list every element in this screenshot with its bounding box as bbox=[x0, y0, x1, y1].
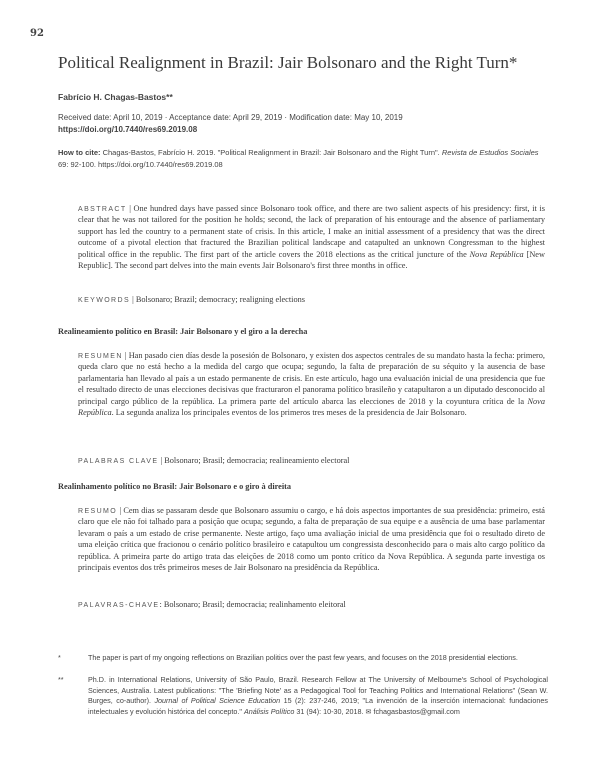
keywords-portuguese bbox=[78, 600, 548, 609]
palabras-clave-text: | Bolsonaro; Brasil; democracia; realineamiento electoral bbox=[158, 456, 350, 465]
footnote-2 bbox=[58, 675, 548, 717]
footnote-1 bbox=[58, 653, 548, 664]
footnote-2-text-c: 31 (94): 10-30, 2018. ✉ fchagasbastos@gmail.com bbox=[294, 706, 460, 716]
resumen-label: RESUMEN bbox=[78, 353, 123, 360]
resumen-text-b: . La segunda analiza los principales eventos de los primeros tres meses de la presidencia de Jair Bolsonaro. bbox=[111, 408, 467, 418]
article-title: Political Realignment in Brazil: Jair Bolsonaro and the Right Turn* bbox=[58, 53, 518, 72]
abstract-english bbox=[78, 203, 545, 271]
abstract-spanish bbox=[78, 350, 545, 418]
palabras-clave-label: PALABRAS CLAVE bbox=[78, 458, 159, 465]
keywords-english bbox=[78, 295, 548, 304]
page-number: 92 bbox=[30, 28, 44, 39]
footnote-2-text-a: Ph.D. in International Relations, University of São Paulo, Brazil. Research Fellow at The University of Melbourne's School of Psychological Sciences, Australia. Latest publications: "The 'Briefing Note' as a Pedagogical Tool for Teaching Politics and International Relations" (Sean W. Burges, co-author). bbox=[88, 675, 548, 705]
abstract-text-b: [New Republic]. The second part delves into the main events Jair Bolsonaro's first three months in office. bbox=[78, 249, 545, 271]
spanish-title: Realineamiento político en Brasil: Jair Bolsonaro y el giro a la derecha bbox=[58, 327, 308, 336]
doi-link[interactable]: https://doi.org/10.7440/res69.2019.08 bbox=[58, 125, 198, 134]
palavras-chave-label: PALAVRAS-CHAVE bbox=[78, 602, 160, 609]
resumen-text-a: | Han pasado cien días desde la posesión de Bolsonaro, y existen dos aspectos centrales de su mandato hasta la fecha: primero, queda claro que no está hecho a la medida del cargo que ocupa; segundo, la falta de preparación de su séquito y la ausencia de base parlamentaria han llevado al país a un estado permanente de crisis. En este artículo, hago una evaluación inicial de una presidencia que fue el resultado directo de unas elecciones decisivas que fracturaron el panorama político brasileño y catapultaron a un diputado desconocido al principal cargo público de la república. La primera parte del artículo abarca las elecciones de 2018 y la coyuntura crítica de la bbox=[78, 351, 545, 406]
keywords-text: | Bolsonaro; Brazil; democracy; realigning elections bbox=[130, 295, 305, 304]
cite-journal: Revista de Estudios Sociales bbox=[441, 148, 539, 157]
footnote-2-text bbox=[88, 675, 548, 717]
palavras-chave-text: : Bolsonaro; Brasil; democracia; realinhamento eleitoral bbox=[159, 600, 346, 609]
footnote-1-text: The paper is part of my ongoing reflections on Brazilian politics over the past few years, and focuses on the 2018 presidential elections. bbox=[88, 653, 518, 662]
dates-line: Received date: April 10, 2019 · Acceptance date: April 29, 2019 · Modification date: May 10, 2019 bbox=[58, 113, 403, 122]
abstract-italic: Nova República bbox=[469, 249, 524, 259]
footnote-2-mark: ** bbox=[58, 675, 64, 684]
resumo-label: RESUMO bbox=[78, 508, 118, 515]
abstract-text-a: | One hundred days have passed since Bolsonaro took office, and there are two salient aspects of his presidency: first, it is clear that he was not tailored for the position he holds; second, the lack of preparation of his entourage and the absence of parliamentary support has led the country to a permanent state of crisis. In this article, I make an initial assessment of a presidency that was the direct outcome of a pivotal election that fractured the Brazilian political landscape and catapulted an unknown Congressman to the highest political office in the republic. The first part of the article covers the 2018 elections as the critical juncture of the bbox=[78, 204, 545, 259]
footnote-2-journal-b: Análisis Político bbox=[243, 706, 295, 716]
keywords-label: KEYWORDS bbox=[78, 297, 131, 304]
resumen-italic: Nova República bbox=[78, 396, 545, 418]
keywords-spanish bbox=[78, 456, 548, 465]
abstract-portuguese bbox=[78, 505, 545, 573]
cite-tail: 69: 92-100. https://doi.org/10.7440/res69.2019.08 bbox=[58, 160, 223, 169]
footnote-2-journal-a: Journal of Political Science Education bbox=[154, 696, 281, 705]
footnote-2-text-b: 15 (2): 237-246, 2019; "La invención de la inserción internacional: fundaciones intelectuales y evolución histórica del concepto." bbox=[88, 696, 548, 716]
cite-text: Chagas-Bastos, Fabrício H. 2019. "Political Realignment in Brazil: Jair Bolsonaro and the Right Turn". bbox=[100, 148, 442, 157]
portuguese-title: Realinhamento político no Brasil: Jair Bolsonaro e o giro à direita bbox=[58, 482, 292, 491]
how-to-cite bbox=[58, 147, 548, 171]
author-name: Fabrício H. Chagas-Bastos** bbox=[58, 92, 173, 102]
resumo-text: | Cem dias se passaram desde que Bolsonaro assumiu o cargo, e há dois aspectos importantes de sua presidência: primeiro, está claro que ele não foi talhado para a posição que ocupa; segundo, a falta de preparação de sua equipe e a ausência de uma base parlamentar levaram o país a um estado de crise permanente. Neste artigo, faço uma avaliação inicial de uma presidência que foi o resultado direto de uma eleição crítica que fracionou o cenário político brasileiro e catapultou um congressista desconhecido para o mais alto cargo político da república. A primeira parte do artigo trata das eleições de 2018 como um ponto crítico da Nova República. A segunda parte investiga os principais eventos dos três primeiros meses de Jair Bolsonaro na presidência da República. bbox=[78, 506, 545, 573]
how-to-cite-label: How to cite: bbox=[58, 148, 101, 157]
abstract-label: ABSTRACT bbox=[78, 206, 127, 213]
footnote-1-mark: * bbox=[58, 653, 61, 662]
